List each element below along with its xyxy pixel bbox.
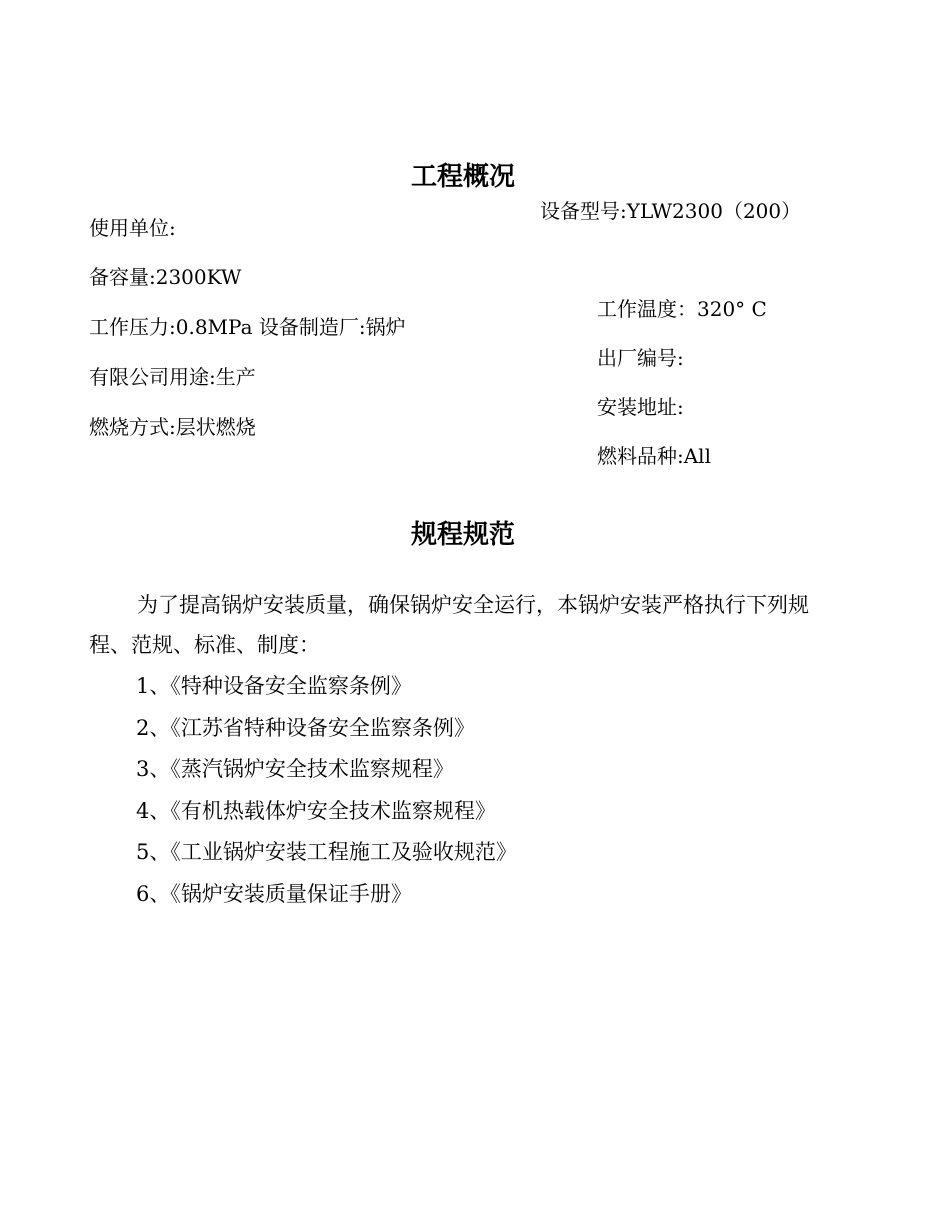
list-item-number: 4、 xyxy=(136,798,171,823)
list-item xyxy=(136,712,517,754)
equipment-model: 设备型号:YLW2300（200） xyxy=(540,199,802,223)
list-item-text: 《工业锅炉安装工程施工及验收规范》 xyxy=(170,840,517,864)
list-item-text: 《特种设备安全监察条例》 xyxy=(170,674,412,698)
list-item xyxy=(136,753,517,795)
field-install-address: 安装地址: xyxy=(597,395,684,419)
field-serial-number: 出厂编号: xyxy=(597,346,684,370)
list-item-text: 《江苏省特种设备安全监察条例》 xyxy=(170,715,475,740)
field-fuel-type: 燃料品种:All xyxy=(597,444,711,468)
list-item-number: 6、 xyxy=(136,881,171,906)
list-item xyxy=(136,795,517,837)
list-item-number: 2、 xyxy=(136,715,171,740)
list-item xyxy=(136,670,517,712)
standards-intro: 为了提高锅炉安装质量，确保锅炉安全运行，本锅炉安装严格执行下列规程、范规、标准、制度： xyxy=(89,593,809,657)
field-working-temperature: 工作温度：320° C xyxy=(597,297,767,321)
list-item-text: 《蒸汽锅炉安全技术监察规程》 xyxy=(170,757,454,781)
list-item xyxy=(136,836,517,878)
overview-title: 工程概况 xyxy=(410,162,515,192)
standards-list xyxy=(136,670,517,919)
list-item-number: 1、 xyxy=(136,674,171,698)
field-capacity: 备容量:2300KW xyxy=(89,265,242,289)
standards-title: 规程规范 xyxy=(410,520,515,550)
field-user-unit: 使用单位: xyxy=(89,216,176,240)
list-item-number: 5、 xyxy=(136,840,171,864)
field-pressure-manufacturer: 工作压力:0.8MPa 设备制造厂:锅炉 xyxy=(89,315,406,339)
list-item-number: 3、 xyxy=(136,757,171,781)
list-item xyxy=(136,878,517,920)
list-item-text: 《有机热载体炉安全技术监察规程》 xyxy=(170,798,496,823)
list-item-text: 《锅炉安装质量保证手册》 xyxy=(170,881,412,906)
field-combustion-method: 燃烧方式:层状燃烧 xyxy=(89,415,256,439)
field-company-usage: 有限公司用途:生产 xyxy=(89,365,256,389)
